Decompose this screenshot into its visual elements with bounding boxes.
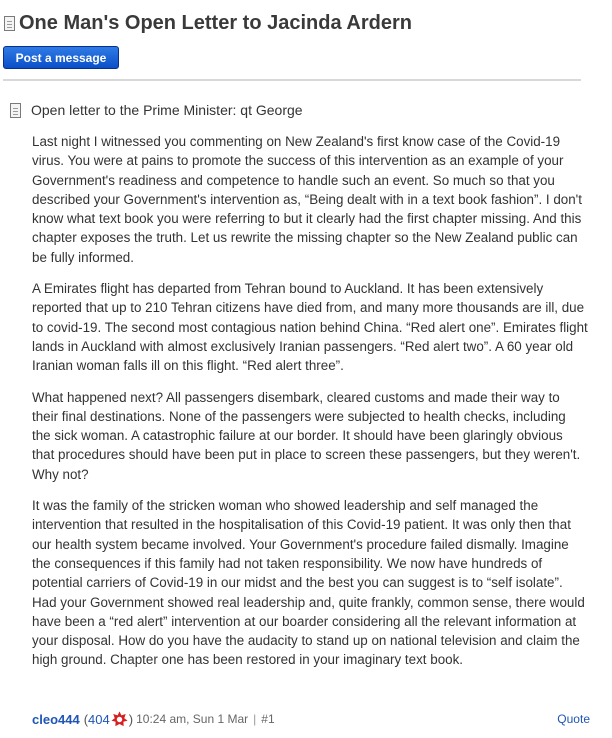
post-timestamp: 10:24 am, Sun 1 Mar <box>136 712 249 726</box>
forum-post <box>10 100 590 727</box>
karma-score: (404 <box>83 711 110 727</box>
footer-separator: | <box>253 712 257 726</box>
header-divider <box>3 79 581 81</box>
karma-value: 404 <box>88 711 110 727</box>
document-icon <box>4 16 15 31</box>
karma-close-paren: ) <box>128 711 134 727</box>
post-paragraph: It was the family of the stricken woman who showed leadership and self managed the intervention that resulted in the hospitalisation of this Covid-19 patient. It was only then that our health system became involved. Your Government's procedure failed dismally. Imagine the consequences if this family had not taken responsibility. We now have hundreds of potential carriers of Covid-19 in our midst and the best you can suggest is to “self isolate”. Had your Government showed real leadership and, quite frankly, common sense, there would have been a “red alert” intervention at our boarder considering all the relevant information at your disposal. How do you have the audacity to stand up on national television and claim the high ground. Chapter one has been restored in your imaginary text book. <box>32 498 585 668</box>
document-icon <box>10 103 21 118</box>
post-subject: Open letter to the Prime Minister: qt George <box>31 102 303 118</box>
post-paragraph: What happened next? All passengers disembark, cleared customs and made their way to their final destinations. None of the passengers were subjected to health checks, including the sick woman. A catastrophic failure at our border. It should have been glaringly obvious that procedures should have been put in place to screen these passengers, but they weren't. Why not? <box>32 389 581 482</box>
post-body <box>32 132 588 682</box>
page-title: One Man's Open Letter to Jacinda Ardern <box>19 12 412 34</box>
quote-link[interactable]: Quote <box>557 712 590 726</box>
post-header <box>10 100 585 120</box>
post-footer <box>32 709 590 729</box>
thread-header <box>4 12 412 35</box>
post-number: #1 <box>261 712 275 726</box>
author-link[interactable]: cleo444 <box>32 711 80 727</box>
post-paragraph: A Emirates flight has departed from Tehran bound to Auckland. It has been extensively reported that up to 210 Tehran citizens have died from, and many more thousands are ill, due to covid-19. The second most contagious nation behind China. “Red alert one”. Emirates flight lands in Auckland with almost exclusively Iranian passengers. “Red alert two”. A 60 year old Iranian woman falls ill on this flight. “Red alert three”. <box>32 281 588 374</box>
post-message-button[interactable]: Post a message <box>3 46 119 69</box>
post-paragraph: Last night I witnessed you commenting on New Zealand's first know case of the Covid-19 virus. You were at pains to promote the success of this intervention as an example of your Government's readiness and competence to handle such an event. So much so that you described your Government's intervention as, “Being dealt with in a text book fashion”. I don't know what text book you were referring to but it clearly had the first chapter missing. And this chapter exposes the truth. Let us rewrite the missing chapter so the New Zealand public can be fully informed. <box>32 134 582 265</box>
star-badge-icon <box>111 711 128 728</box>
